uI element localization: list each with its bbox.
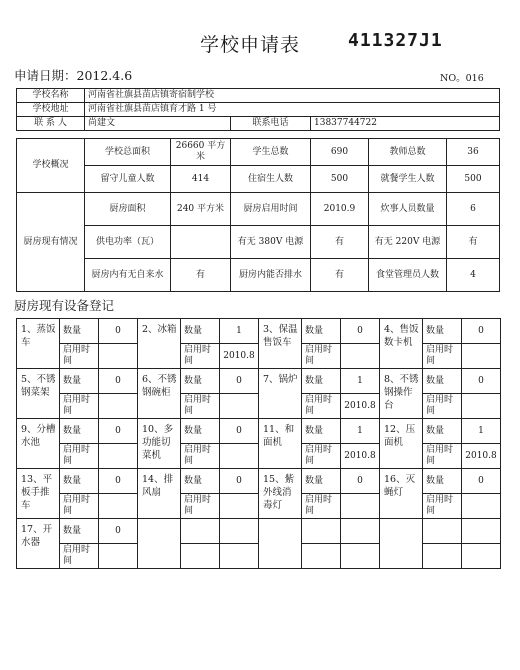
power-value <box>171 226 231 259</box>
equipment-name: 4、售饭数卡机 <box>380 319 423 369</box>
students-label: 学生总数 <box>231 139 311 166</box>
empty-cell <box>138 519 181 569</box>
phone-value: 13837744722 <box>311 117 500 131</box>
equipment-name: 1、蒸饭车 <box>17 319 60 369</box>
qty-value: 0 <box>99 319 138 344</box>
left-behind-label: 留守儿童人数 <box>85 166 171 193</box>
start-value <box>462 494 501 519</box>
empty-cell <box>302 544 341 569</box>
overview-section-label: 学校概况 <box>17 139 85 193</box>
power-label: 供电功率（瓦） <box>85 226 171 259</box>
start-label: 启用时间 <box>60 394 99 419</box>
kitchen-start-value: 2010.9 <box>311 193 369 226</box>
qty-label: 数量 <box>60 419 99 444</box>
equipment-name: 10、多功能切菜机 <box>138 419 181 469</box>
school-name-value: 河南省社旗县苗店镇寄宿制学校 <box>85 89 500 103</box>
school-name-label: 学校名称 <box>17 89 85 103</box>
kitchen-area-value: 240 平方米 <box>171 193 231 226</box>
start-value <box>220 494 259 519</box>
v380-value: 有 <box>311 226 369 259</box>
equipment-name: 3、保温售饭车 <box>259 319 302 369</box>
equipment-table <box>16 318 501 569</box>
empty-cell <box>259 519 302 569</box>
qty-label: 数量 <box>60 519 99 544</box>
start-label: 启用时间 <box>60 444 99 469</box>
qty-value: 0 <box>99 469 138 494</box>
school-area-label: 学校总面积 <box>85 139 171 166</box>
school-area-value: 26660 平方米 <box>171 139 231 166</box>
empty-cell <box>181 544 220 569</box>
empty-cell <box>220 519 259 544</box>
kitchen-area-label: 厨房面积 <box>85 193 171 226</box>
start-value: 2010.8 <box>220 344 259 369</box>
start-label: 启用时间 <box>423 344 462 369</box>
equipment-name: 14、排风扇 <box>138 469 181 519</box>
qty-value: 0 <box>220 369 259 394</box>
start-value: 2010.8 <box>341 444 380 469</box>
form-number: NO。016 <box>440 73 484 84</box>
start-value <box>220 444 259 469</box>
qty-label: 数量 <box>423 369 462 394</box>
equipment-name: 6、不锈钢碗柜 <box>138 369 181 419</box>
start-value: 2010.8 <box>462 444 501 469</box>
start-label: 启用时间 <box>302 344 341 369</box>
overview-kitchen-table <box>16 138 500 292</box>
qty-label: 数量 <box>181 319 220 344</box>
left-behind-value: 414 <box>171 166 231 193</box>
qty-label: 数量 <box>302 319 341 344</box>
cooks-value: 6 <box>447 193 500 226</box>
form-code: 411327J1 <box>348 30 443 51</box>
empty-cell <box>220 544 259 569</box>
empty-cell <box>302 519 341 544</box>
v220-value: 有 <box>447 226 500 259</box>
empty-cell <box>462 544 501 569</box>
students-value: 690 <box>311 139 369 166</box>
qty-label: 数量 <box>423 419 462 444</box>
start-label: 启用时间 <box>423 444 462 469</box>
diners-label: 就餐学生人数 <box>369 166 447 193</box>
equipment-name: 8、不锈钢操作台 <box>380 369 423 419</box>
empty-cell <box>423 544 462 569</box>
qty-value: 0 <box>220 419 259 444</box>
school-address-value: 河南省社旗县苗店镇育才路 1 号 <box>85 103 500 117</box>
teachers-label: 教师总数 <box>369 139 447 166</box>
start-label: 启用时间 <box>181 444 220 469</box>
start-value <box>341 344 380 369</box>
start-value <box>99 444 138 469</box>
kitchen-start-label: 厨房启用时间 <box>231 193 311 226</box>
v380-label: 有无 380V 电源 <box>231 226 311 259</box>
equipment-name: 5、不锈钢菜架 <box>17 369 60 419</box>
qty-value: 0 <box>341 469 380 494</box>
start-value: 2010.8 <box>341 394 380 419</box>
start-label: 启用时间 <box>60 544 99 569</box>
start-label: 启用时间 <box>302 394 341 419</box>
start-label: 启用时间 <box>302 494 341 519</box>
start-label: 启用时间 <box>423 394 462 419</box>
qty-label: 数量 <box>302 369 341 394</box>
qty-label: 数量 <box>60 469 99 494</box>
school-address-label: 学校地址 <box>17 103 85 117</box>
empty-cell <box>181 519 220 544</box>
start-value <box>462 394 501 419</box>
start-label: 启用时间 <box>302 444 341 469</box>
qty-value: 1 <box>341 419 380 444</box>
qty-label: 数量 <box>302 469 341 494</box>
tap-water-value: 有 <box>171 259 231 292</box>
start-value <box>99 494 138 519</box>
empty-cell <box>462 519 501 544</box>
qty-label: 数量 <box>423 469 462 494</box>
start-value <box>99 344 138 369</box>
equipment-section-title: 厨房现有设备登记 <box>14 298 115 313</box>
equipment-name: 17、开水器 <box>17 519 60 569</box>
start-value <box>220 394 259 419</box>
drainage-value: 有 <box>311 259 369 292</box>
start-label: 启用时间 <box>60 494 99 519</box>
qty-label: 数量 <box>181 369 220 394</box>
qty-value: 0 <box>99 519 138 544</box>
basic-info-table <box>16 88 500 131</box>
tap-water-label: 厨房内有无自来水 <box>85 259 171 292</box>
start-label: 启用时间 <box>181 344 220 369</box>
empty-cell <box>380 519 423 569</box>
empty-cell <box>341 519 380 544</box>
qty-value: 0 <box>99 419 138 444</box>
empty-cell <box>423 519 462 544</box>
contact-label: 联 系 人 <box>17 117 85 131</box>
start-label: 启用时间 <box>181 494 220 519</box>
equipment-name: 16、灭蝇灯 <box>380 469 423 519</box>
start-label: 启用时间 <box>423 494 462 519</box>
equipment-name: 9、分槽水池 <box>17 419 60 469</box>
qty-value: 1 <box>462 419 501 444</box>
drainage-label: 厨房内能否排水 <box>231 259 311 292</box>
equipment-name: 11、和面机 <box>259 419 302 469</box>
qty-value: 1 <box>341 369 380 394</box>
start-value <box>462 344 501 369</box>
qty-value: 0 <box>99 369 138 394</box>
qty-label: 数量 <box>60 319 99 344</box>
form-title: 学校申请表 <box>200 34 301 56</box>
cooks-label: 炊事人员数量 <box>369 193 447 226</box>
equipment-name: 12、压面机 <box>380 419 423 469</box>
qty-label: 数量 <box>181 469 220 494</box>
start-label: 启用时间 <box>60 344 99 369</box>
start-label: 启用时间 <box>181 394 220 419</box>
boarders-label: 住宿生人数 <box>231 166 311 193</box>
application-date: 申请日期：2012.4.6 <box>14 68 133 83</box>
v220-label: 有无 220V 电源 <box>369 226 447 259</box>
managers-value: 4 <box>447 259 500 292</box>
qty-value: 1 <box>220 319 259 344</box>
diners-value: 500 <box>447 166 500 193</box>
teachers-value: 36 <box>447 139 500 166</box>
boarders-value: 500 <box>311 166 369 193</box>
qty-label: 数量 <box>60 369 99 394</box>
phone-label: 联系电话 <box>231 117 311 131</box>
qty-value: 0 <box>462 469 501 494</box>
start-value <box>99 394 138 419</box>
managers-label: 食堂管理员人数 <box>369 259 447 292</box>
empty-cell <box>341 544 380 569</box>
qty-value: 0 <box>462 319 501 344</box>
qty-value: 0 <box>462 369 501 394</box>
equipment-name: 13、平板手推车 <box>17 469 60 519</box>
equipment-name: 2、冰箱 <box>138 319 181 369</box>
qty-label: 数量 <box>181 419 220 444</box>
equipment-name: 15、紫外线消毒灯 <box>259 469 302 519</box>
kitchen-section-label: 厨房现有情况 <box>17 193 85 292</box>
contact-value: 尚建文 <box>85 117 231 131</box>
equipment-name: 7、锅炉 <box>259 369 302 419</box>
start-value <box>99 544 138 569</box>
start-value <box>341 494 380 519</box>
qty-value: 0 <box>220 469 259 494</box>
qty-value: 0 <box>341 319 380 344</box>
qty-label: 数量 <box>302 419 341 444</box>
qty-label: 数量 <box>423 319 462 344</box>
